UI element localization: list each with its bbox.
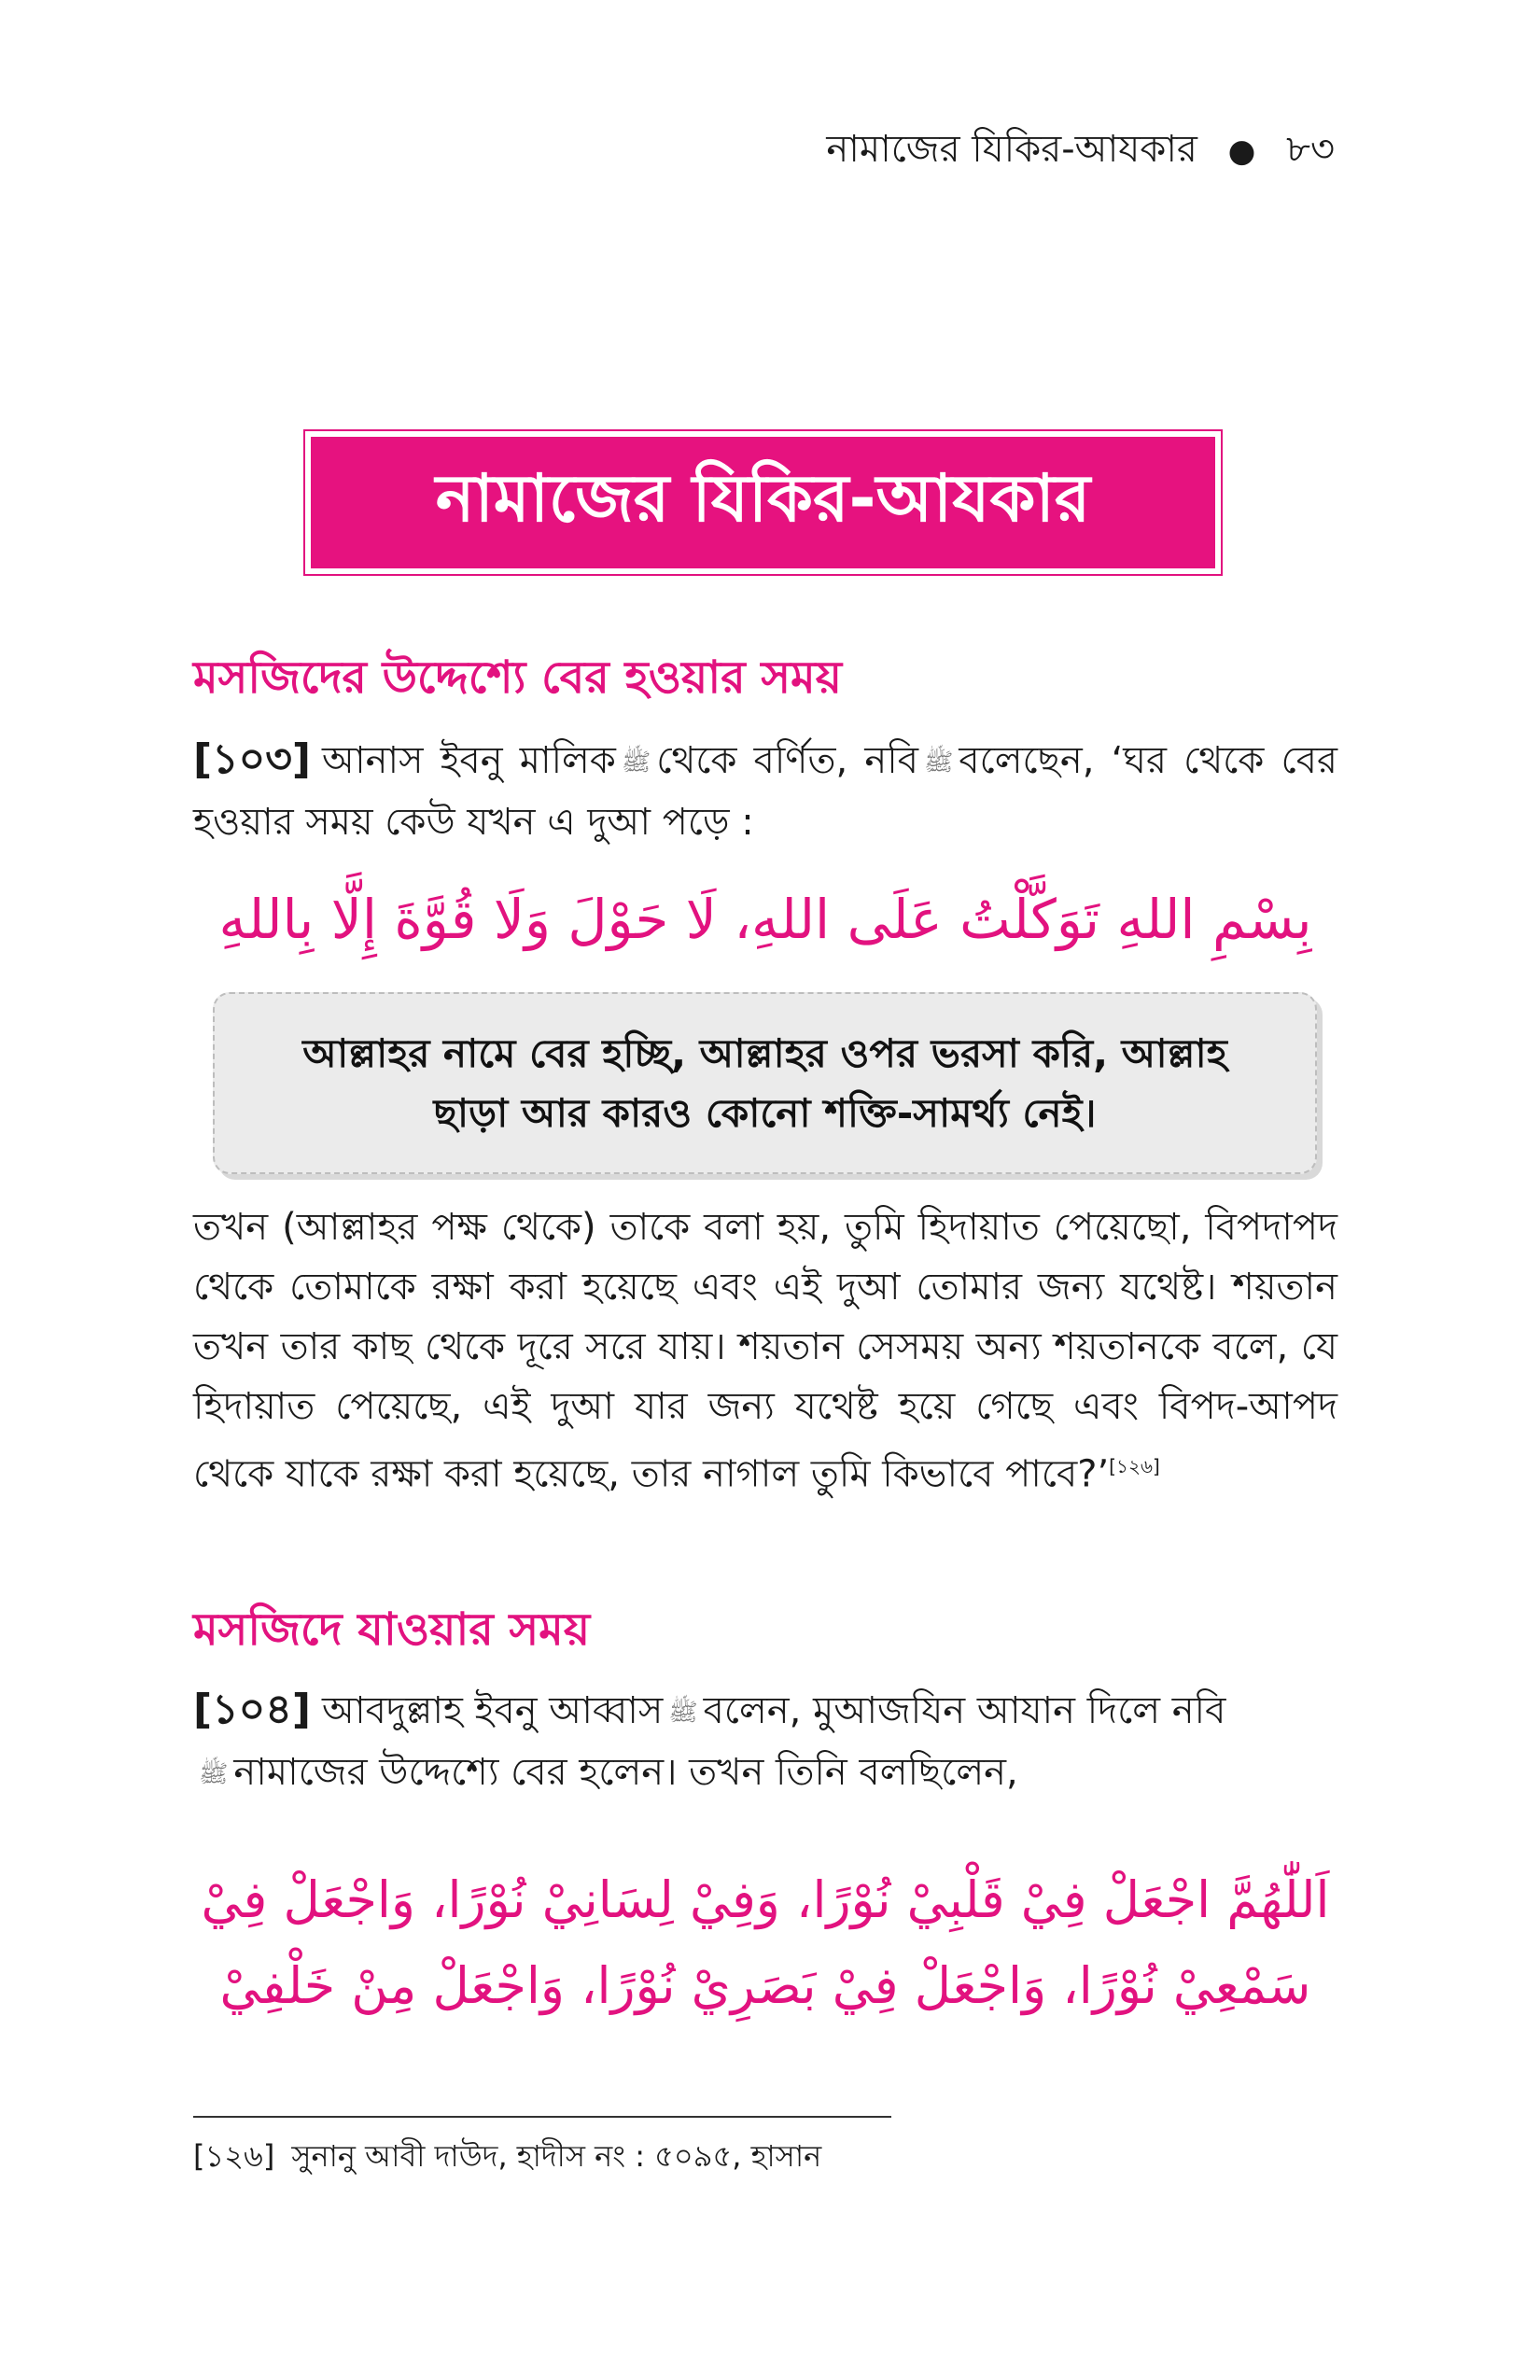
arabic-line: سَمْعِيْ نُوْرًا، وَاجْعَلْ فِيْ بَصَرِيْ نُوْرًا، وَاجْعَلْ مِنْ خَلْفِيْ [219, 1956, 1311, 2015]
chapter-title: নামাজের যিকির-আযকার [435, 460, 1091, 537]
arabic-line: اَللّٰهُمَّ اجْعَلْ فِيْ قَلْبِيْ نُوْرًا، وَفِيْ لِسَانِيْ نُوْرًا، وَاجْعَلْ فِيْ [201, 1870, 1330, 1929]
sallallahu-alayhi-wasallam-icon: ﷺ [199, 1760, 229, 1788]
hadith-104-intro [193, 1680, 1337, 1804]
footnote-text: সুনানু আবী দাউদ, হাদীস নং : ৫০৯৫, হাসান [291, 2138, 822, 2174]
chapter-title-frame [303, 429, 1223, 576]
sallallahu-alayhi-wasallam-icon: ﷺ [923, 749, 954, 777]
header-bullet: ● [1227, 133, 1256, 170]
page-number: ৮৩ [1286, 128, 1335, 171]
hadith-103-intro [193, 730, 1337, 852]
footnote-reference: [১২৬] [1109, 1455, 1160, 1477]
radiyallahu-anhu-icon: ﷺ [668, 1699, 698, 1727]
translation-box [213, 992, 1317, 1174]
hadith-intro-text: বলেছেন, ‘ঘর থেকে বের হওয়ার সময় কেউ যখন এ দুআ পড়ে : [193, 739, 1337, 844]
dua-translation: আল্লাহর নামে বের হচ্ছি, আল্লাহর ওপর ভরসা করি, আল্লাহ ছাড়া আর কারও কোনো শক্তি-সামর্থ্য নেই। [302, 1029, 1227, 1136]
hadith-intro-text: আবদুল্লাহ ইবনু আব্বাস [321, 1689, 664, 1732]
section-heading-going-to-mosque: মসজিদে যাওয়ার সময় [193, 1603, 591, 1656]
running-title: নামাজের যিকির-আযকার [826, 128, 1197, 171]
hadith-number: [১০৪] [193, 1686, 311, 1733]
hadith-body-text: তখন (আল্লাহর পক্ষ থেকে) তাকে বলা হয়, তুমি হিদায়াত পেয়েছো, বিপদাপদ থেকে তোমাকে রক্ষা করা হয়েছে এবং এই দুআ তোমার জন্য যথেষ্ট। শয়তান তখন তার কাছ থেকে দূরে সরে যায়। শয়তান সেসময় অন্য শয়তানকে বলে, যে হিদায়াত পেয়েছে, এই দুআ যার জন্য যথেষ্ট হয়ে গেছে এবং বিপদ-আপদ থেকে যাকে রক্ষা করা হয়েছে, তার নাগাল তুমি কিভাবে পাবে?’ [193, 1206, 1337, 1496]
footnote-number: [১২৬] [193, 2138, 275, 2174]
hadith-intro-text: আনাস ইবনু মালিক [322, 739, 616, 782]
hadith-103-body [193, 1197, 1337, 1504]
arabic-dua-going-to-mosque [193, 1857, 1337, 2029]
chapter-title-box [311, 437, 1215, 568]
footnote-126 [193, 2133, 821, 2183]
arabic-dua-leaving-home: بِسْمِ اللهِ تَوَكَّلْتُ عَلَى اللهِ، لَا حَوْلَ وَلَا قُوَّةَ إِلَّا بِاللهِ [218, 888, 1312, 951]
section-heading-leaving-home: মসজিদের উদ্দেশ্যে বের হওয়ার সময় [193, 651, 842, 704]
hadith-intro-text: থেকে বর্ণিত, নবি [656, 739, 918, 782]
footnote-divider [193, 2116, 891, 2118]
radiyallahu-anhu-icon: ﷺ [621, 749, 651, 777]
running-header [187, 119, 1335, 182]
hadith-intro-text: বলেন, মুআজযিন আযান দিলে নবি [703, 1689, 1226, 1732]
hadith-number: [১০৩] [193, 735, 311, 783]
hadith-intro-text: নামাজের উদ্দেশ্যে বের হলেন। তখন তিনি বলছিলেন, [233, 1751, 1018, 1794]
